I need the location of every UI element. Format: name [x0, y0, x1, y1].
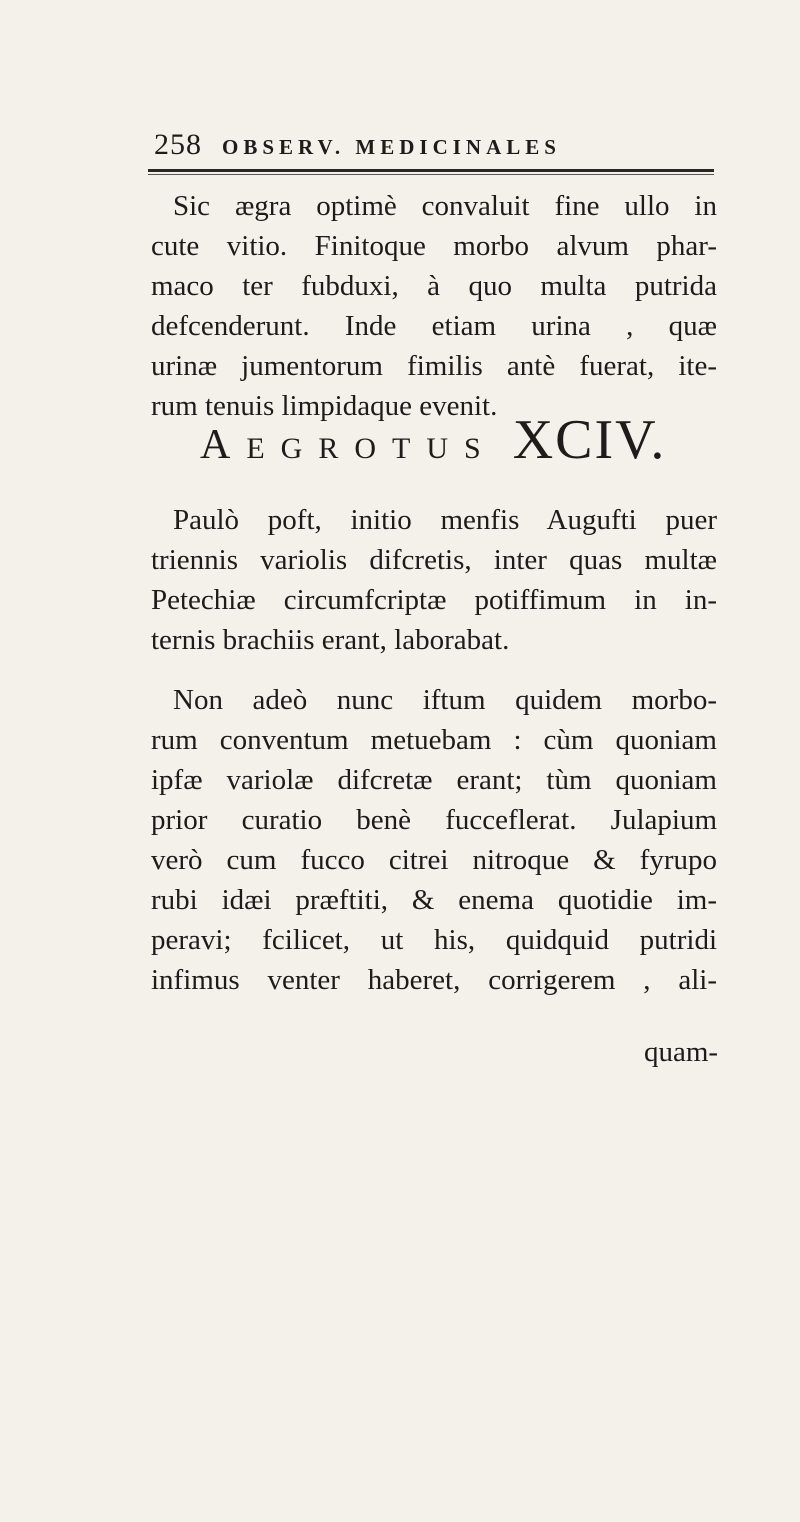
text-line: ternis brachiis erant, laborabat.: [151, 624, 510, 656]
page-number: 258: [154, 128, 202, 161]
text-line: verò cum fucco citrei nitroque & fyrupo: [151, 844, 717, 876]
heading-number: XCIV.: [512, 409, 667, 471]
text-line: Paulò poft, initio menfis Augufti puer: [173, 504, 717, 536]
running-head: OBSERV. MEDICINALES: [222, 135, 561, 159]
text-line: Petechiæ circumfcriptæ potiffimum in in-: [151, 584, 717, 616]
text-line: rum tenuis limpidaque evenit.: [151, 390, 498, 422]
header-rule: [148, 169, 714, 172]
text-line: urinæ jumentorum fimilis antè fuerat, ite-: [151, 350, 717, 382]
text-line: rubi idæi præftiti, & enema quotidie im-: [151, 884, 717, 916]
text-line: defcenderunt. Inde etiam urina , quæ: [151, 310, 717, 342]
paragraph-2: [151, 500, 717, 660]
header-rule-thin: [148, 174, 714, 175]
text-line: prior curatio benè fucceflerat. Julapium: [151, 804, 717, 836]
section-heading: [200, 408, 720, 472]
heading-initial: A: [200, 422, 247, 468]
text-line: infimus venter haberet, corrigerem , ali-: [151, 964, 717, 996]
paragraph-3: [151, 680, 717, 1000]
page-header: [154, 128, 714, 168]
text-line: cute vitio. Finitoque morbo alvum phar-: [151, 230, 717, 262]
text-line: triennis variolis difcretis, inter quas multæ: [151, 544, 717, 576]
paragraph-1: [151, 186, 717, 426]
text-line: Non adeò nunc iftum quidem morbo-: [173, 684, 717, 716]
text-line: maco ter fubduxi, à quo multa putrida: [151, 270, 717, 302]
text-line: rum conventum metuebam : cùm quoniam: [151, 724, 717, 756]
text-line: peravi; fcilicet, ut his, quidquid putridi: [151, 924, 717, 956]
heading-word: EGROTUS: [246, 432, 497, 465]
text-line: ipfæ variolæ difcretæ erant; tùm quoniam: [151, 764, 717, 796]
text-line: Sic ægra optimè convaluit fine ullo in: [173, 190, 717, 222]
catchword: quam-: [644, 1036, 719, 1068]
